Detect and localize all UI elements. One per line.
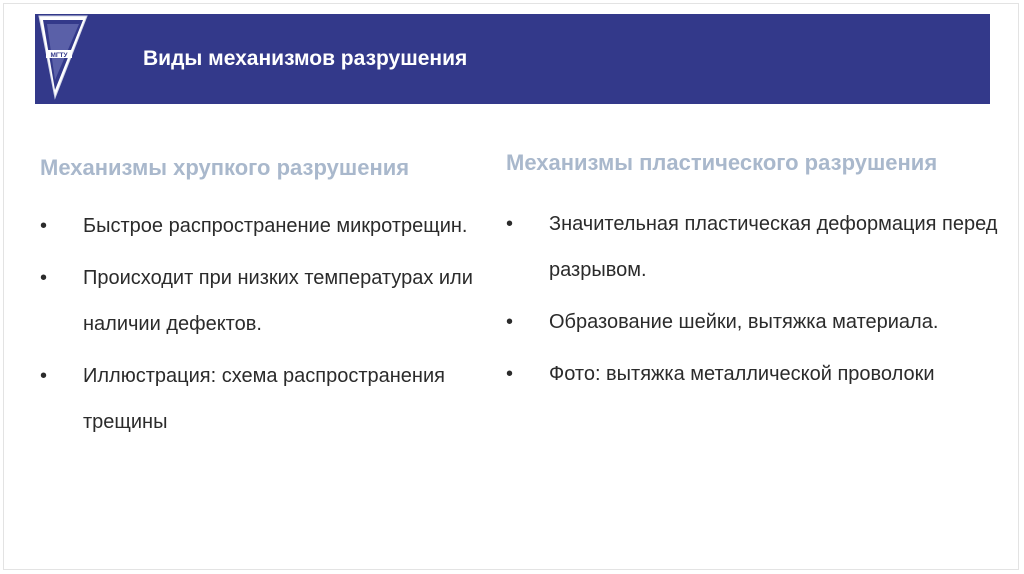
page-title: Виды механизмов разрушения: [143, 47, 468, 70]
list-item-text: Фото: вытяжка металлической проволоки: [549, 363, 935, 385]
bullet-icon: •: [40, 267, 48, 289]
bullet-icon: •: [506, 213, 514, 235]
column-ductile: [506, 150, 1006, 397]
list-item-text: Значительная пластическая деформация перед разрывом.: [549, 213, 998, 281]
column-heading: Механизмы хрупкого разрушения: [40, 155, 410, 180]
university-logo: [37, 14, 89, 100]
list-item: [40, 353, 500, 445]
list-item: [506, 201, 1006, 293]
list-item-text: Происходит при низких температурах или наличии дефектов.: [83, 267, 473, 335]
logo-text: МГТУ: [50, 52, 68, 59]
list-item: [40, 203, 500, 249]
bullet-list: [40, 203, 500, 445]
list-item-text: Иллюстрация: схема распространения трещины: [83, 365, 445, 433]
list-item: [506, 299, 1006, 345]
column-brittle: [40, 150, 500, 445]
list-item-text: Быстрое распространение микротрещин.: [83, 215, 468, 237]
bullet-icon: •: [40, 365, 48, 387]
bullet-list: [506, 201, 1006, 397]
list-item: [506, 351, 1006, 397]
bullet-icon: •: [506, 363, 514, 385]
bullet-icon: •: [506, 311, 514, 333]
bullet-icon: •: [40, 215, 48, 237]
list-item: [40, 255, 500, 347]
list-item-text: Образование шейки, вытяжка материала.: [549, 311, 939, 333]
column-heading: Механизмы пластического разрушения: [506, 150, 938, 175]
